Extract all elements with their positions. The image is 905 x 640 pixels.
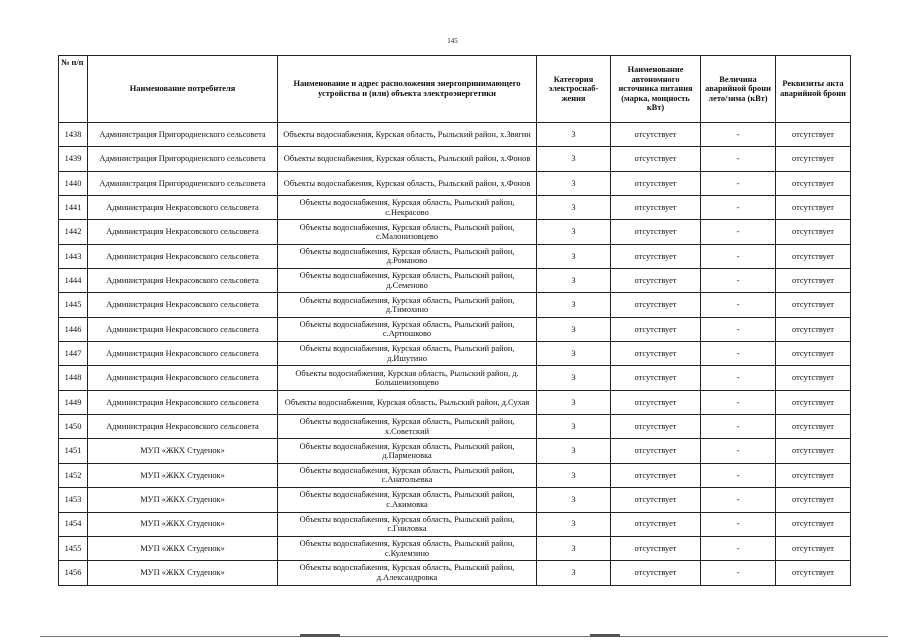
row-act: отсутствует xyxy=(776,123,851,147)
row-category: 3 xyxy=(537,561,611,585)
row-object: Объекты водоснабжения, Курская область, Рыльский район, д.Александровка xyxy=(278,561,537,585)
row-number: 1445 xyxy=(59,293,88,317)
table-row xyxy=(59,488,851,512)
row-category: 3 xyxy=(537,147,611,171)
table-row xyxy=(59,536,851,560)
table-row xyxy=(59,390,851,414)
row-object: Объекты водоснабжения, Курская область, Рыльский район, х.Советский xyxy=(278,415,537,439)
row-number: 1442 xyxy=(59,220,88,244)
row-category: 3 xyxy=(537,512,611,536)
row-number: 1440 xyxy=(59,171,88,195)
row-category: 3 xyxy=(537,171,611,195)
scan-mark xyxy=(590,634,620,637)
row-source: отсутствует xyxy=(611,366,701,390)
row-act: отсутствует xyxy=(776,366,851,390)
table-row xyxy=(59,366,851,390)
row-act: отсутствует xyxy=(776,196,851,220)
row-reserve: - xyxy=(701,390,776,414)
row-consumer: Администрация Некрасовского сельсовета xyxy=(88,317,278,341)
header-number: № п/п xyxy=(59,56,88,123)
row-number: 1449 xyxy=(59,390,88,414)
table-row xyxy=(59,196,851,220)
row-reserve: - xyxy=(701,171,776,195)
row-number: 1446 xyxy=(59,317,88,341)
row-act: отсутствует xyxy=(776,439,851,463)
row-category: 3 xyxy=(537,220,611,244)
row-object: Объекты водоснабжения, Курская область, Рыльский район, д.Романово xyxy=(278,244,537,268)
row-act: отсутствует xyxy=(776,342,851,366)
row-number: 1438 xyxy=(59,123,88,147)
row-category: 3 xyxy=(537,390,611,414)
row-act: отсутствует xyxy=(776,561,851,585)
row-reserve: - xyxy=(701,561,776,585)
row-object: Объекты водоснабжения, Курская область, Рыльский район, с.Малонизовцево xyxy=(278,220,537,244)
row-object: Объекты водоснабжения, Курская область, Рыльский район, д. Большенизовцево xyxy=(278,366,537,390)
row-source: отсутствует xyxy=(611,220,701,244)
row-number: 1447 xyxy=(59,342,88,366)
row-object: Объекты водоснабжения, Курская область, Рыльский район, с.Акимовка xyxy=(278,488,537,512)
row-act: отсутствует xyxy=(776,269,851,293)
header-consumer: Наименование потребителя xyxy=(88,56,278,123)
table-header-row xyxy=(59,56,851,123)
row-reserve: - xyxy=(701,196,776,220)
row-object: Объекты водоснабжения, Курская область, Рыльский район, с.Артюшково xyxy=(278,317,537,341)
row-source: отсутствует xyxy=(611,561,701,585)
row-category: 3 xyxy=(537,317,611,341)
row-category: 3 xyxy=(537,536,611,560)
row-consumer: МУП «ЖКХ Студенок» xyxy=(88,439,278,463)
row-number: 1456 xyxy=(59,561,88,585)
row-object: Объекты водоснабжения, Курская область, Рыльский район, д.Сухая xyxy=(278,390,537,414)
row-category: 3 xyxy=(537,244,611,268)
row-source: отсутствует xyxy=(611,488,701,512)
row-source: отсутствует xyxy=(611,439,701,463)
table-row xyxy=(59,269,851,293)
row-object: Объекты водоснабжения, Курская область, Рыльский район, д.Ишутино xyxy=(278,342,537,366)
row-reserve: - xyxy=(701,463,776,487)
row-category: 3 xyxy=(537,123,611,147)
row-consumer: МУП «ЖКХ Студенок» xyxy=(88,488,278,512)
row-reserve: - xyxy=(701,439,776,463)
table-body xyxy=(59,123,851,586)
row-source: отсутствует xyxy=(611,536,701,560)
row-consumer: Администрация Некрасовского сельсовета xyxy=(88,415,278,439)
header-object: Наименование и адрес расположения энергопринимающего устройства и (или) объекта электроэнергетики xyxy=(278,56,537,123)
row-act: отсутствует xyxy=(776,220,851,244)
table-row xyxy=(59,147,851,171)
row-source: отсутствует xyxy=(611,147,701,171)
row-source: отсутствует xyxy=(611,463,701,487)
row-reserve: - xyxy=(701,342,776,366)
row-act: отсутствует xyxy=(776,293,851,317)
row-object: Объекты водоснабжения, Курская область, Рыльский район, д.Тимохино xyxy=(278,293,537,317)
row-number: 1453 xyxy=(59,488,88,512)
row-object: Объекты водоснабжения, Курская область, Рыльский район, х.Фонов xyxy=(278,147,537,171)
row-source: отсутствует xyxy=(611,123,701,147)
row-source: отсутствует xyxy=(611,196,701,220)
table-row xyxy=(59,512,851,536)
row-number: 1448 xyxy=(59,366,88,390)
row-object: Объекты водоснабжения, Курская область, Рыльский район, д.Семеново xyxy=(278,269,537,293)
row-category: 3 xyxy=(537,463,611,487)
row-consumer: Администрация Некрасовского сельсовета xyxy=(88,366,278,390)
row-number: 1454 xyxy=(59,512,88,536)
row-number: 1450 xyxy=(59,415,88,439)
row-source: отсутствует xyxy=(611,317,701,341)
table-row xyxy=(59,293,851,317)
row-source: отсутствует xyxy=(611,171,701,195)
row-consumer: Администрация Некрасовского сельсовета xyxy=(88,342,278,366)
row-consumer: Администрация Пригородненского сельсовета xyxy=(88,171,278,195)
row-consumer: Администрация Некрасовского сельсовета xyxy=(88,220,278,244)
row-category: 3 xyxy=(537,415,611,439)
row-consumer: Администрация Некрасовского сельсовета xyxy=(88,244,278,268)
header-source: Наименование автономного источника питания (марка, мощность кВт) xyxy=(611,56,701,123)
row-act: отсутствует xyxy=(776,147,851,171)
row-consumer: МУП «ЖКХ Студенок» xyxy=(88,463,278,487)
row-reserve: - xyxy=(701,512,776,536)
row-object: Объекты водоснабжения, Курская область, Рыльский район, х.Фонов xyxy=(278,171,537,195)
row-source: отсутствует xyxy=(611,342,701,366)
row-number: 1444 xyxy=(59,269,88,293)
row-number: 1441 xyxy=(59,196,88,220)
row-consumer: Администрация Некрасовского сельсовета xyxy=(88,293,278,317)
row-number: 1455 xyxy=(59,536,88,560)
row-source: отсутствует xyxy=(611,244,701,268)
row-reserve: - xyxy=(701,147,776,171)
row-category: 3 xyxy=(537,196,611,220)
row-source: отсутствует xyxy=(611,512,701,536)
scan-mark xyxy=(300,634,340,637)
header-act: Реквизиты акта аварийной брони xyxy=(776,56,851,123)
table-row xyxy=(59,317,851,341)
row-reserve: - xyxy=(701,536,776,560)
row-number: 1452 xyxy=(59,463,88,487)
row-act: отсутствует xyxy=(776,512,851,536)
table-row xyxy=(59,415,851,439)
row-consumer: МУП «ЖКХ Студенок» xyxy=(88,561,278,585)
row-object: Объекты водоснабжения, Курская область, Рыльский район, х.Звягин xyxy=(278,123,537,147)
row-reserve: - xyxy=(701,317,776,341)
row-act: отсутствует xyxy=(776,171,851,195)
row-act: отсутствует xyxy=(776,317,851,341)
row-reserve: - xyxy=(701,123,776,147)
table-row xyxy=(59,561,851,585)
row-consumer: Администрация Некрасовского сельсовета xyxy=(88,269,278,293)
row-object: Объекты водоснабжения, Курская область, Рыльский район, с.Гниловка xyxy=(278,512,537,536)
table-row xyxy=(59,171,851,195)
row-object: Объекты водоснабжения, Курская область, Рыльский район, д.Парменовка xyxy=(278,439,537,463)
row-object: Объекты водоснабжения, Курская область, Рыльский район, с.Кулемзино xyxy=(278,536,537,560)
row-source: отсутствует xyxy=(611,293,701,317)
row-act: отсутствует xyxy=(776,536,851,560)
row-act: отсутствует xyxy=(776,463,851,487)
row-consumer: Администрация Пригородненского сельсовета xyxy=(88,123,278,147)
table-row xyxy=(59,342,851,366)
row-consumer: Администрация Некрасовского сельсовета xyxy=(88,196,278,220)
row-reserve: - xyxy=(701,415,776,439)
row-consumer: МУП «ЖКХ Студенок» xyxy=(88,536,278,560)
row-reserve: - xyxy=(701,488,776,512)
table-row xyxy=(59,244,851,268)
row-number: 1443 xyxy=(59,244,88,268)
row-category: 3 xyxy=(537,269,611,293)
table-row xyxy=(59,463,851,487)
row-reserve: - xyxy=(701,269,776,293)
row-consumer: Администрация Некрасовского сельсовета xyxy=(88,390,278,414)
table-row xyxy=(59,439,851,463)
row-reserve: - xyxy=(701,244,776,268)
row-object: Объекты водоснабжения, Курская область, Рыльский район, с.Анатольевка xyxy=(278,463,537,487)
scan-edge-line xyxy=(40,636,888,637)
table-row xyxy=(59,220,851,244)
row-act: отсутствует xyxy=(776,415,851,439)
row-category: 3 xyxy=(537,342,611,366)
row-source: отсутствует xyxy=(611,415,701,439)
table-row xyxy=(59,123,851,147)
header-category: Категория электроснаб-жения xyxy=(537,56,611,123)
row-category: 3 xyxy=(537,293,611,317)
row-number: 1451 xyxy=(59,439,88,463)
row-category: 3 xyxy=(537,488,611,512)
row-act: отсутствует xyxy=(776,488,851,512)
row-consumer: Администрация Пригородненского сельсовета xyxy=(88,147,278,171)
row-reserve: - xyxy=(701,293,776,317)
row-reserve: - xyxy=(701,220,776,244)
reserve-table xyxy=(58,55,851,586)
row-consumer: МУП «ЖКХ Студенок» xyxy=(88,512,278,536)
row-number: 1439 xyxy=(59,147,88,171)
row-category: 3 xyxy=(537,439,611,463)
row-act: отсутствует xyxy=(776,390,851,414)
row-category: 3 xyxy=(537,366,611,390)
header-reserve: Величина аварийной брони лето/зима (кВт) xyxy=(701,56,776,123)
row-act: отсутствует xyxy=(776,244,851,268)
row-object: Объекты водоснабжения, Курская область, Рыльский район, с.Некрасово xyxy=(278,196,537,220)
page-number: 145 xyxy=(447,37,458,45)
row-source: отсутствует xyxy=(611,269,701,293)
row-source: отсутствует xyxy=(611,390,701,414)
row-reserve: - xyxy=(701,366,776,390)
